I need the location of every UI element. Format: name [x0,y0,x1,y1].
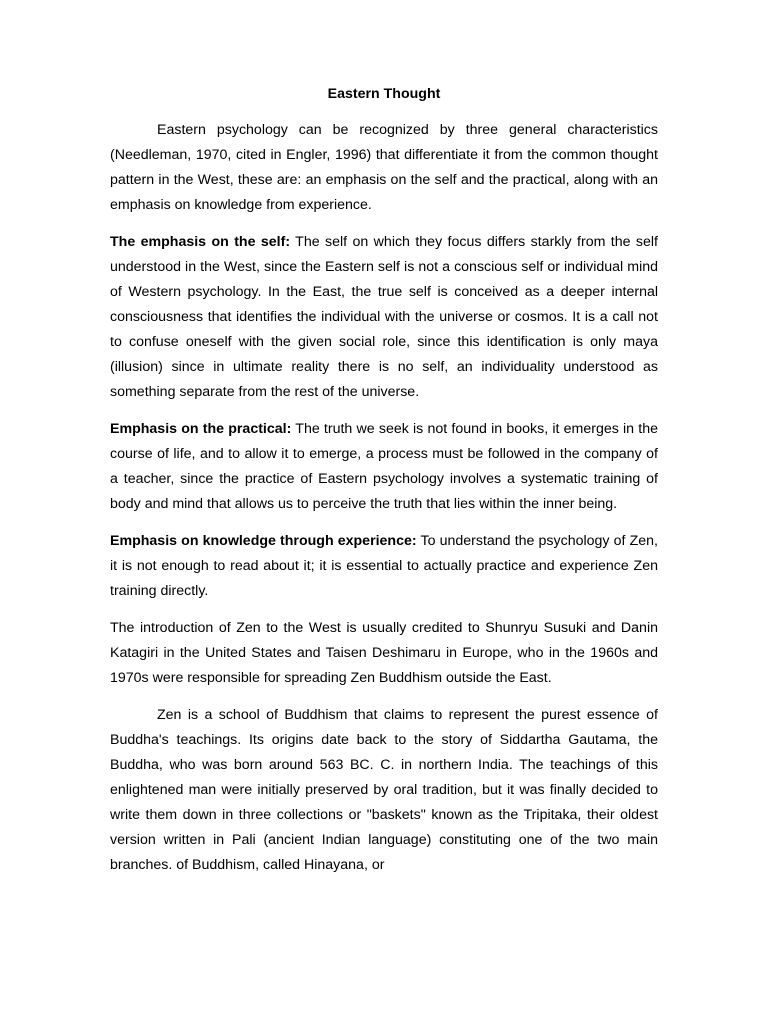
paragraph-lead: Emphasis on knowledge through experience: [110,533,417,549]
intro-paragraph: Eastern psychology can be recognized by three general characteristics (Needleman, 1970, cited in Engler, 1996) that differentiate it from the common thought pattern in the West, these are: an emphasis on the self and the practical, along with an emphasis on knowledge from experience. [110,122,658,213]
paragraph-text: To understand the psychology of Zen, it is not enough to read about it; it is essential to actually practice and experience Zen training directly. [110,533,658,599]
document-body [110,82,658,890]
paragraph-emphasis-experience [110,529,658,604]
paragraph-text: The self on which they focus differs starkly from the self understood in the West, since the Eastern self is not a conscious self or individual mind of Western psychology. In the East, the true self is conceived as a deeper internal consciousness that identifies the individual with the universe or cosmos. It is a call not to confuse oneself with the given social role, since this identification is only maya (illusion) since in ultimate reality there is no self, an individuality understood as something separate from the rest of the universe. [110,234,658,400]
paragraph-zen-school: Zen is a school of Buddhism that claims to represent the purest essence of Buddha's teachings. Its origins date back to the story of Siddartha Gautama, the Buddha, who was born around 563 BC. C. in northern India. The teachings of this enlightened man were initially preserved by oral tradition, but it was finally decided to write them down in three collections or "baskets" known as the Tripitaka, their oldest version written in Pali (ancient Indian language) constituting one of the two main branches. of Buddhism, called Hinayana, or [110,707,658,873]
paragraph-zen-west: The introduction of Zen to the West is usually credited to Shunryu Susuki and Danin Katagiri in the United States and Taisen Deshimaru in Europe, who in the 1960s and 1970s were responsible for spreading Zen Buddhism outside the East. [110,620,658,686]
page-title: Eastern Thought [327,86,441,102]
paragraph-emphasis-self [110,230,658,405]
paragraph-lead: Emphasis on the practical: [110,421,292,437]
paragraph-emphasis-practical [110,417,658,517]
paragraph-text: The truth we seek is not found in books, it emerges in the course of life, and to allow it to emerge, a process must be followed in the company of a teacher, since the practice of Eastern psychology involves a systematic training of body and mind that allows us to perceive the truth that lies within the inner being. [110,421,658,512]
paragraph-lead: The emphasis on the self: [110,234,291,250]
